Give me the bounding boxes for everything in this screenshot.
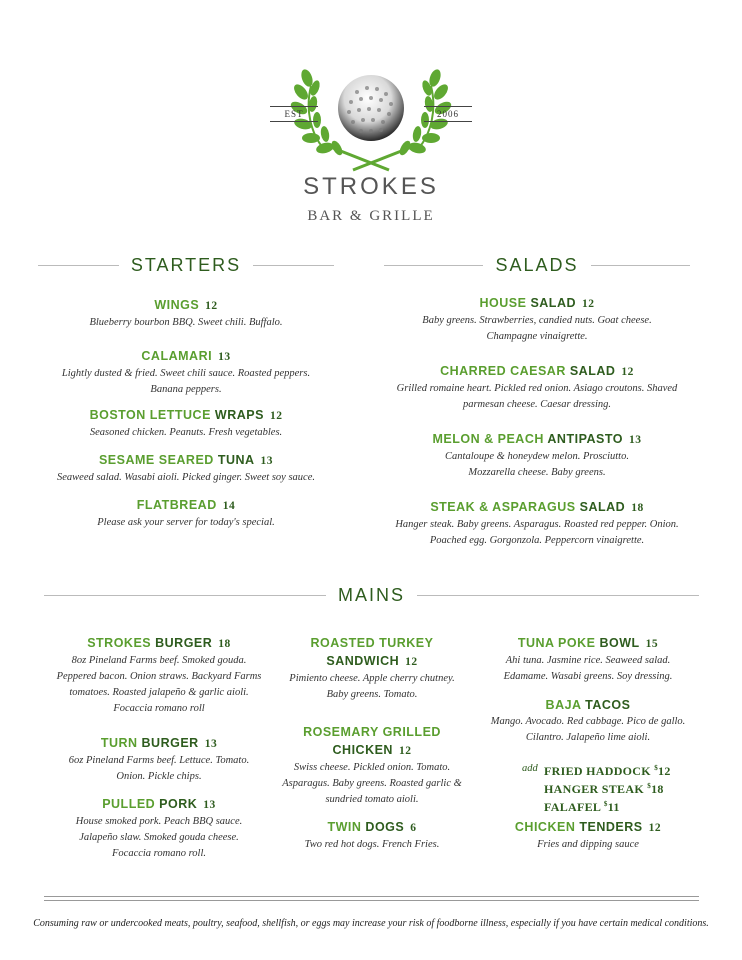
menu-item: TURN BURGER 13 6oz Pineland Farms beef. Lettuce. Tomato. Onion. Pickle chips. <box>68 736 250 782</box>
menu-item: SESAME SEARED TUNA 13 Seaweed salad. Wasabi aioli. Picked ginger. Sweet soy sauce. <box>57 453 315 483</box>
menu-item: ROSEMARY GRILLED CHICKEN 12 Swiss cheese. Pickled onion. Tomato. Asparagus. Baby greens. Roasted garlic & sundried tomato aioli. <box>282 725 462 805</box>
brand-subtitle: BAR & GRILLE <box>307 208 435 224</box>
menu-item: BAJA TACOS Mango. Avocado. Red cabbage. Pico de gallo. Cilantro. Jalapeño lime aioli. <box>490 698 686 743</box>
menu-item: TUNA POKE BOWL 15 Ahi tuna. Jasmine rice. Seaweed salad. Edamame. Wasabi greens. Soy dressing. <box>503 636 673 682</box>
menu-item: PULLED PORK 13 House smoked pork. Peach BBQ sauce. Jalapeño slaw. Smoked gouda cheese. Focaccia romano roll. <box>75 797 243 859</box>
menu-item: STROKES BURGER 18 8oz Pineland Farms beef. Smoked gouda. Peppered bacon. Onion straws. Backyard Farms tomatoes. Roasted jalapeño & garlic aioli. Focaccia romano roll <box>56 636 262 714</box>
brand-name: STROKES <box>303 173 439 200</box>
starters-heading: STARTERS <box>38 255 334 276</box>
menu-item: TWIN DOGS 6 Two red hot dogs. French Fries. <box>304 820 440 850</box>
salads-heading: SALADS <box>384 255 690 276</box>
menu-item: BOSTON LETTUCE WRAPS 12 Seasoned chicken. Peanuts. Fresh vegetables. <box>89 408 283 438</box>
add-ons: add FRIED HADDOCK $12 HANGER STEAK $18 FALAFEL $11 <box>522 763 671 814</box>
food-safety-notice: Consuming raw or undercooked meats, poultry, seafood, shellfish, or eggs may increase your risk of foodborne illness, especially if you have certain medical conditions. <box>33 918 709 929</box>
menu-item: ROASTED TURKEY SANDWICH 12 Pimiento cheese. Apple cherry chutney. Baby greens. Tomato. <box>289 636 455 700</box>
menu-item: STEAK & ASPARAGUS SALAD 18 Hanger steak. Baby greens. Asparagus. Roasted red pepper. Onion. Poached egg. Gorgonzola. Peppercorn vinaigrette. <box>395 500 679 546</box>
menu-item: CALAMARI 13 Lightly dusted & fried. Sweet chili sauce. Roasted peppers. Banana peppers. <box>61 349 311 395</box>
mains-heading: MAINS <box>44 585 699 606</box>
est-year: 2006 <box>424 106 472 122</box>
footer-divider <box>44 900 699 901</box>
menu-item: CHICKEN TENDERS 12 Fries and dipping sauce <box>514 820 662 850</box>
footer-divider <box>44 896 699 897</box>
menu-item: FLATBREAD 14 Please ask your server for today's special. <box>97 498 275 528</box>
menu-item: HOUSE SALAD 12 Baby greens. Strawberries, candied nuts. Goat cheese. Champagne vinaigrette. <box>422 296 652 342</box>
menu-item: MELON & PEACH ANTIPASTO 13 Cantaloupe & honeydew melon. Prosciutto. Mozzarella cheese. Baby greens. <box>432 432 642 478</box>
est-label: EST <box>270 106 318 122</box>
menu-item: WINGS 12 Blueberry bourbon BBQ. Sweet chili. Buffalo. <box>89 298 283 328</box>
menu-item: CHARRED CAESAR SALAD 12 Grilled romaine heart. Pickled red onion. Asiago croutons. Shaved parmesan cheese. Caesar dressing. <box>396 364 678 410</box>
